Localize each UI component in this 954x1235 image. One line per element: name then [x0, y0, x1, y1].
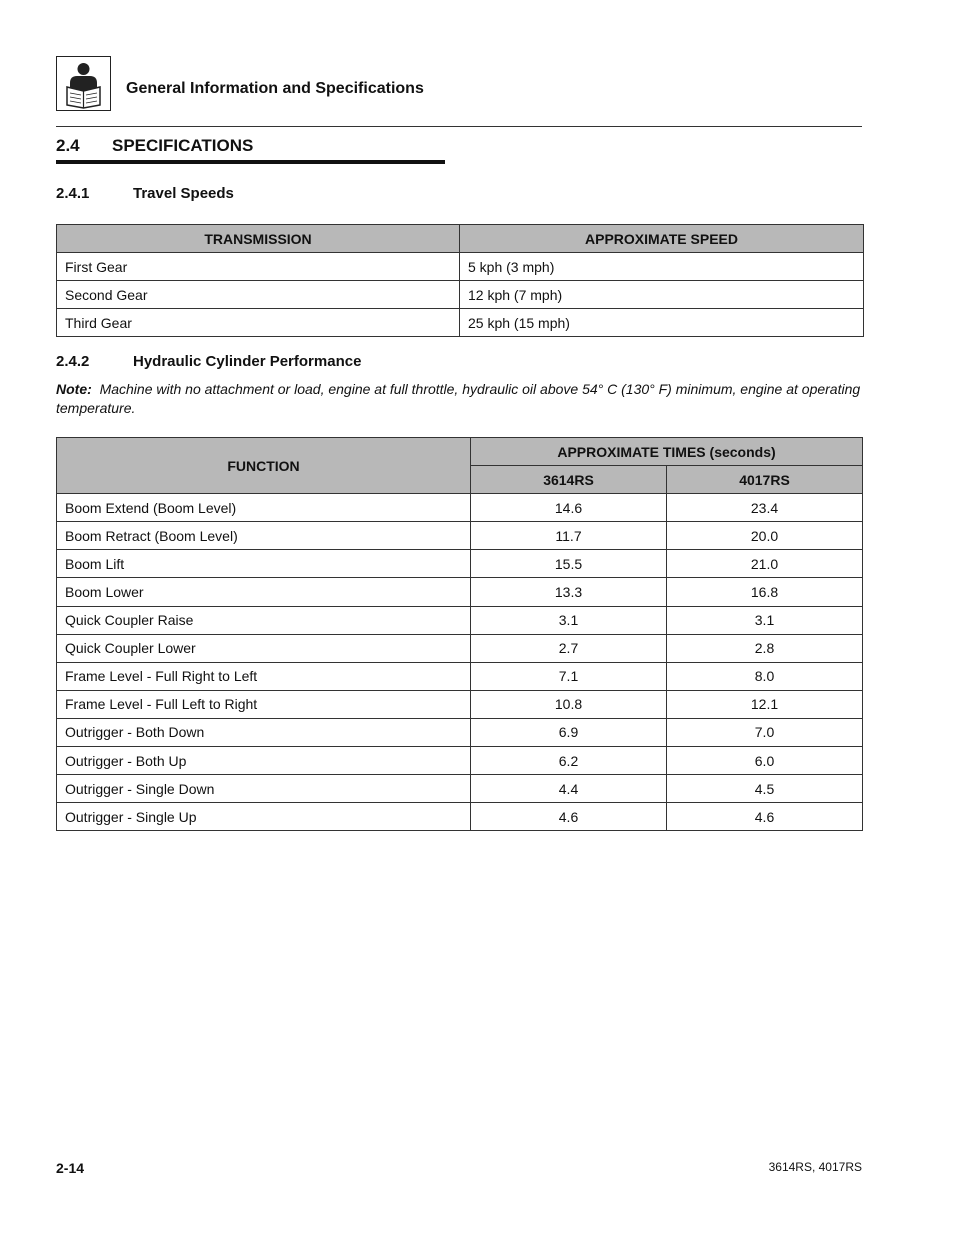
- table-cell: Outrigger - Single Down: [57, 775, 471, 803]
- section-underline: [56, 160, 445, 164]
- table-row: [57, 253, 864, 281]
- table-cell: 4.6: [667, 803, 863, 831]
- hydraulic-section-title: Hydraulic Cylinder Performance: [133, 353, 362, 370]
- table-row: [57, 578, 863, 606]
- times-header: APPROXIMATE TIMES (seconds): [471, 438, 863, 466]
- table-row: [57, 606, 863, 634]
- table-cell: Outrigger - Single Up: [57, 803, 471, 831]
- travel-section-number: 2.4.1: [56, 185, 90, 202]
- table-cell: 4.5: [667, 775, 863, 803]
- table-cell: 12 kph (7 mph): [460, 281, 864, 309]
- table-cell: 6.0: [667, 747, 863, 775]
- table-cell: 16.8: [667, 578, 863, 606]
- table-row: [57, 662, 863, 690]
- table-cell: 15.5: [471, 550, 667, 578]
- table-cell: 7.0: [667, 718, 863, 746]
- table-cell: 6.2: [471, 747, 667, 775]
- table-cell: Outrigger - Both Down: [57, 718, 471, 746]
- table-cell: Boom Retract (Boom Level): [57, 522, 471, 550]
- table-row: [57, 281, 864, 309]
- table-cell: Second Gear: [57, 281, 460, 309]
- section-title: SPECIFICATIONS: [112, 136, 254, 155]
- table-row: [57, 634, 863, 662]
- table-cell: First Gear: [57, 253, 460, 281]
- table-cell: 23.4: [667, 494, 863, 522]
- table-cell: 12.1: [667, 690, 863, 718]
- column-header: TRANSMISSION: [57, 225, 460, 253]
- table-cell: 11.7: [471, 522, 667, 550]
- table-cell: 21.0: [667, 550, 863, 578]
- table-row: [57, 494, 863, 522]
- table-cell: 7.1: [471, 662, 667, 690]
- table-cell: 8.0: [667, 662, 863, 690]
- table-cell: 3.1: [471, 606, 667, 634]
- hydraulic-times-table: [56, 437, 863, 831]
- table-header-row: [57, 225, 864, 253]
- table-row: [57, 522, 863, 550]
- table-cell: 4.6: [471, 803, 667, 831]
- table-cell: Frame Level - Full Left to Right: [57, 690, 471, 718]
- section-number: 2.4: [56, 136, 80, 155]
- column-header: APPROXIMATE SPEED: [460, 225, 864, 253]
- table-cell: 20.0: [667, 522, 863, 550]
- table-cell: Quick Coupler Raise: [57, 606, 471, 634]
- note-paragraph: [56, 380, 866, 418]
- hydraulic-section-number: 2.4.2: [56, 353, 90, 370]
- footer-models: 3614RS, 4017RS: [768, 1160, 862, 1174]
- model-header: 3614RS: [471, 466, 667, 494]
- table-cell: 13.3: [471, 578, 667, 606]
- table-cell: 2.7: [471, 634, 667, 662]
- note-text: Machine with no attachment or load, engine at full throttle, hydraulic oil above 54° C (130° F) minimum, engine at operating temperature.: [56, 381, 861, 416]
- table-cell: Third Gear: [57, 309, 460, 337]
- table-cell: 4.4: [471, 775, 667, 803]
- travel-section-title: Travel Speeds: [133, 185, 234, 202]
- model-header: 4017RS: [667, 466, 863, 494]
- table-cell: Outrigger - Both Up: [57, 747, 471, 775]
- table-cell: Boom Extend (Boom Level): [57, 494, 471, 522]
- table-row: [57, 803, 863, 831]
- note-label: Note:: [56, 381, 92, 397]
- table-cell: Quick Coupler Lower: [57, 634, 471, 662]
- table-cell: Boom Lift: [57, 550, 471, 578]
- reading-manual-icon: [57, 57, 110, 110]
- header-divider: [56, 126, 862, 127]
- table-cell: Frame Level - Full Right to Left: [57, 662, 471, 690]
- header-title: General Information and Specifications: [126, 80, 424, 97]
- table-row: [57, 775, 863, 803]
- travel-speeds-table: [56, 224, 864, 337]
- table-cell: 25 kph (15 mph): [460, 309, 864, 337]
- table-cell: 5 kph (3 mph): [460, 253, 864, 281]
- manual-logo: [56, 56, 111, 111]
- table-row: [57, 718, 863, 746]
- table-cell: 6.9: [471, 718, 667, 746]
- table-cell: 2.8: [667, 634, 863, 662]
- table-cell: 14.6: [471, 494, 667, 522]
- page-number: 2-14: [56, 1160, 85, 1176]
- function-header: FUNCTION: [57, 438, 471, 494]
- table-cell: 10.8: [471, 690, 667, 718]
- table-row: [57, 690, 863, 718]
- table-cell: Boom Lower: [57, 578, 471, 606]
- table-row: [57, 309, 864, 337]
- table-row: [57, 550, 863, 578]
- table-header-row: [57, 438, 863, 466]
- table-row: [57, 747, 863, 775]
- table-cell: 3.1: [667, 606, 863, 634]
